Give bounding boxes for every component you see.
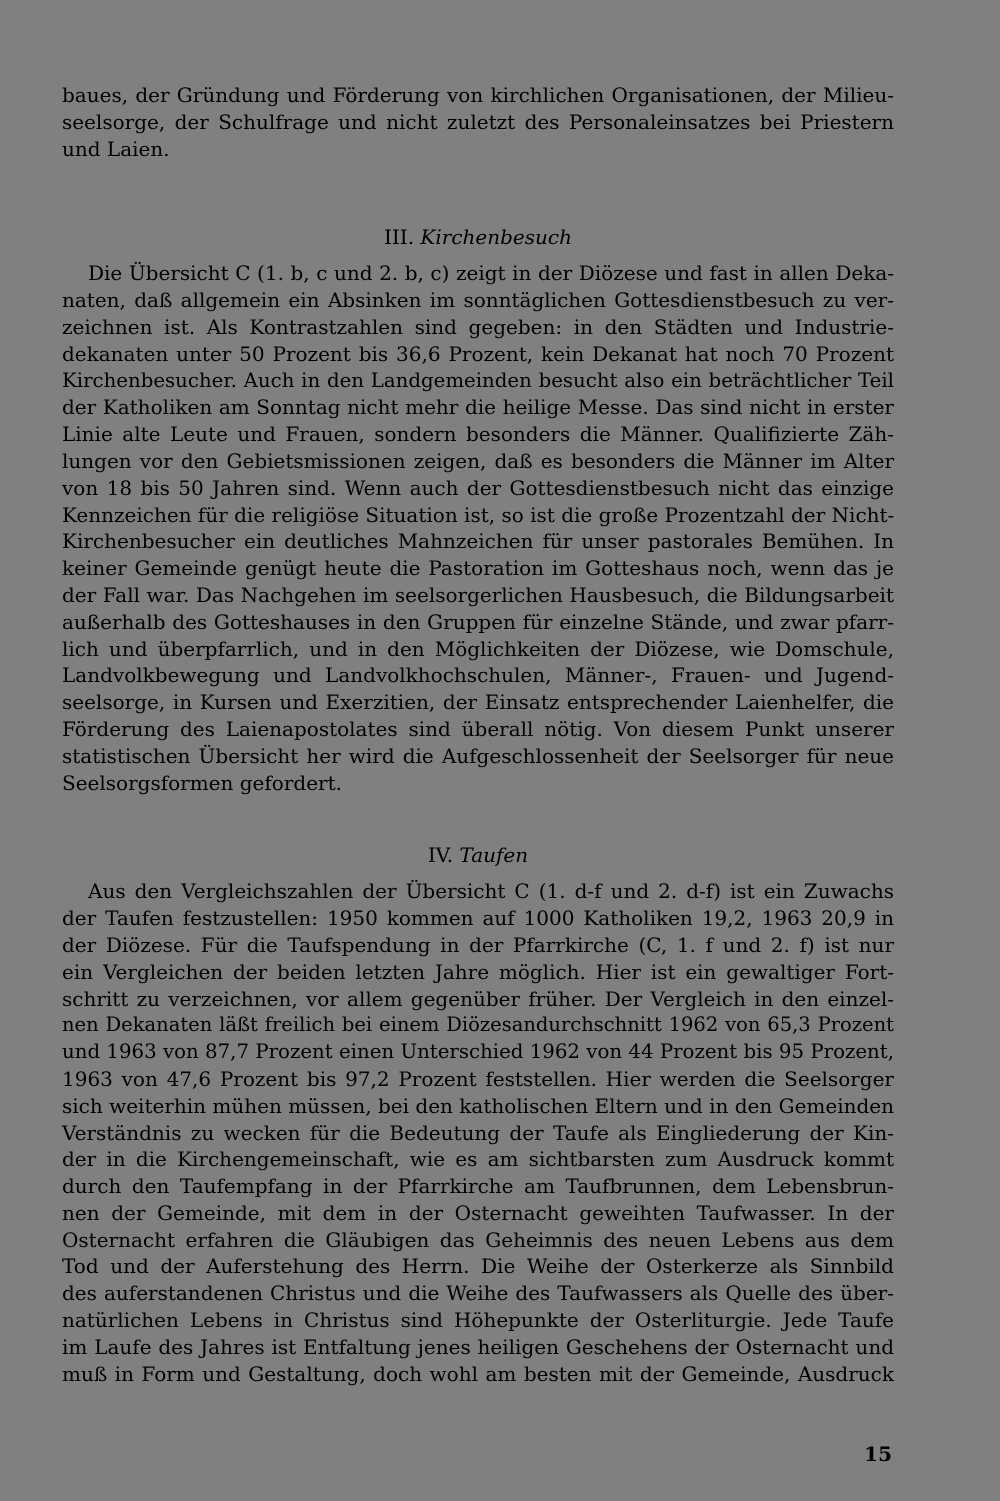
text-line: Kennzeichen für die religiöse Situation ist, so ist die große Prozentzahl der Nicht-	[62, 502, 895, 527]
text-line: Linie alte Leute und Frauen, sondern besonders die Männer. Qualifizierte Zäh-	[62, 422, 894, 447]
text-line: Osternacht erfahren die Gläubigen das Geheimnis des neuen Lebens aus dem	[62, 1227, 894, 1252]
page-number: 15	[864, 1442, 892, 1466]
text-line: lich und überpfarrlich, und in den Möglichkeiten der Diözese, wie Domschule,	[62, 636, 894, 661]
text-line: baues, der Gründung und Förderung von kirchlichen Organisationen, der Milieu-	[62, 83, 894, 107]
section-number: IV.	[427, 843, 454, 868]
text-line: Seelsorgsformen gefordert.	[62, 770, 342, 795]
text-line: der in die Kirchengemeinschaft, wie es am sichtbarsten zum Ausdruck kommt	[62, 1147, 894, 1172]
text-line: Tod und der Auferstehung des Herrn. Die Weihe der Osterkerze als Sinnbild	[62, 1254, 894, 1279]
text-line: des auferstandenen Christus und die Weihe des Taufwassers als Quelle des über-	[62, 1281, 894, 1306]
text-line: Förderung des Laienapostolates sind überall nötig. Von diesem Punkt unserer	[62, 716, 894, 741]
text-line: Die Übersicht C (1. b, c und 2. b, c) zeigt in der Diözese und fast in allen Deka-	[88, 261, 894, 286]
text-line: zeichnen ist. Als Kontrastzahlen sind gegeben: in den Städten und Industrie-	[62, 314, 894, 339]
section-title: Kirchenbesuch	[420, 225, 572, 250]
text-line: sich weiterhin mühen müssen, bei den katholischen Eltern und in den Gemeinden	[62, 1093, 895, 1118]
text-line: nen der Gemeinde, mit dem in der Osternacht geweihten Taufwasser. In der	[62, 1200, 894, 1225]
text-line: von 18 bis 50 Jahren sind. Wenn auch der Gottesdienstbesuch nicht das einzige	[62, 475, 894, 500]
text-line: der Diözese. Für die Taufspendung in der Pfarrkirche (C, 1. f und 2. f) ist nur	[62, 932, 894, 957]
text-line: Verständnis zu wecken für die Bedeutung der Taufe als Eingliederung der Kin-	[62, 1120, 894, 1145]
text-line: der Taufen festzustellen: 1950 kommen auf 1000 Katholiken 19,2, 1963 20,9 in	[62, 906, 894, 931]
text-line: nen Dekanaten läßt freilich bei einem Diözesandurchschnitt 1962 von 65,3 Prozent	[62, 1013, 894, 1037]
text-line: und Laien.	[62, 136, 170, 161]
kirchenbesuch-paragraph	[62, 260, 894, 796]
text-line: der Katholiken am Sonntag nicht mehr die heilige Messe. Das sind nicht in erster	[62, 395, 894, 420]
text-line: Kirchenbesucher ein deutliches Mahnzeichen für unser pastorales Bemühen. In	[62, 529, 894, 554]
text-line: lungen vor den Gebietsmissionen zeigen, daß es besonders die Männer im Alter	[62, 448, 894, 473]
page-body	[62, 82, 894, 1387]
section-heading-taufen	[62, 842, 894, 868]
text-line: und 1963 von 87,7 Prozent einen Unterschied 1962 von 44 Prozent bis 95 Prozent,	[62, 1040, 894, 1064]
section-number: III.	[384, 225, 415, 250]
intro-paragraph	[62, 82, 894, 162]
text-line: außerhalb des Gotteshauses in den Gruppen für einzelne Stände, und zwar pfarr-	[62, 609, 894, 634]
text-line: im Laufe des Jahres ist Entfaltung jenes heiligen Geschehens der Osternacht und	[62, 1334, 894, 1359]
text-line: statistischen Übersicht her wird die Aufgeschlossenheit der Seelsorger für neue	[62, 743, 894, 768]
text-line: Aus den Vergleichszahlen der Übersicht C (1. d-f und 2. d-f) ist ein Zuwachs	[88, 879, 894, 904]
section-heading-kirchenbesuch	[62, 224, 894, 250]
text-line: 1963 von 47,6 Prozent bis 97,2 Prozent feststellen. Hier werden die Seelsorger	[62, 1066, 894, 1091]
section-title: Taufen	[459, 843, 529, 868]
text-line: naten, daß allgemein ein Absinken im sonntäglichen Gottesdienstbesuch zu ver-	[62, 288, 894, 313]
text-line: seelsorge, der Schulfrage und nicht zuletzt des Personaleinsatzes bei Priestern	[62, 109, 894, 134]
text-line: Landvolkbewegung und Landvolkhochschulen, Männer-, Frauen- und Jugend-	[62, 663, 894, 688]
text-line: ein Vergleichen der beiden letzten Jahre möglich. Hier ist ein gewaltiger Fort-	[62, 959, 894, 984]
text-line: durch den Taufempfang in der Pfarrkirche am Taufbrunnen, dem Lebensbrun-	[62, 1174, 894, 1199]
text-line: der Fall war. Das Nachgehen im seelsorgerlichen Hausbesuch, die Bildungsarbeit	[62, 582, 894, 607]
text-line: schritt zu verzeichnen, vor allem gegenüber früher. Der Vergleich in den einzel-	[62, 986, 894, 1011]
text-line: natürlichen Lebens in Christus sind Höhepunkte der Osterliturgie. Jede Taufe	[62, 1308, 894, 1333]
text-line: keiner Gemeinde genügt heute die Pastoration im Gotteshaus noch, wenn das je	[62, 556, 894, 581]
text-line: Kirchenbesucher. Auch in den Landgemeinden besucht also ein beträchtlicher Teil	[62, 368, 894, 392]
text-line: muß in Form und Gestaltung, doch wohl am besten mit der Gemeinde, Ausdruck	[62, 1361, 894, 1386]
text-line: dekanaten unter 50 Prozent bis 36,6 Prozent, kein Dekanat hat noch 70 Prozent	[62, 341, 894, 366]
text-line: seelsorge, in Kursen und Exerzitien, der Einsatz entsprechender Laienhelfer, die	[62, 690, 894, 715]
taufen-paragraph	[62, 878, 894, 1387]
